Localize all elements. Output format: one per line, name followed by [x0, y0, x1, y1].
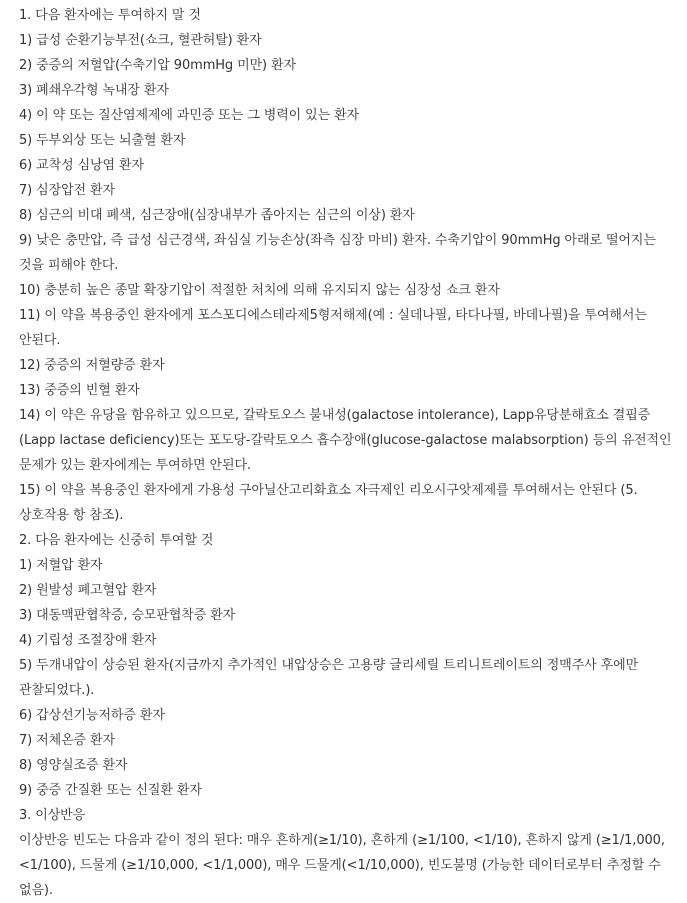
contraindication-item-11: 11) 이 약을 복용중인 환자에게 포스포디에스테라제5형저해제(예 : 실데나필, 타다나필, 바데나필)을 투여해서는 안된다.	[19, 308, 647, 348]
contraindication-item-9: 9) 낮은 충만압, 즉 급성 심근경색, 좌심실 기능손상(좌측 심장 마비) 환자. 수축기압이 90mmHg 아래로 떨어지는 것을 피해야 한다.	[19, 233, 656, 273]
contraindication-item-15: 15) 이 약을 복용중인 환자에게 가용성 구아닐산고리화효소 자극제인 리오시구앗제제를 투여해서는 안된다 (5. 상호작용 항 참조).	[19, 483, 638, 523]
contraindication-item-13: 13) 중증의 빈혈 환자	[19, 383, 140, 398]
caution-item-5: 5) 두개내압이 상승된 환자(지금까지 추가적인 내압상승은 고용량 글리세릴 트리니트레이트의 정맥주사 후에만 관찰되었다.).	[19, 658, 639, 698]
caution-item-8: 8) 영양실조증 환자	[19, 758, 128, 773]
caution-item-2: 2) 원발성 폐고혈압 환자	[19, 583, 157, 598]
contraindication-item-7: 7) 심장압전 환자	[19, 183, 115, 198]
section-1-heading: 1. 다음 환자에는 투여하지 말 것	[19, 8, 201, 23]
section-2-heading: 2. 다음 환자에는 신중히 투여할 것	[19, 533, 214, 548]
adverse-reaction-frequency-paragraph: 이상반응 빈도는 다음과 같이 정의 된다: 매우 흔하게(≥1/10), 흔하게 (≥1/100, <1/10), 흔하지 않게 (≥1/1,000, <1/100), 드물게 (≥1/10,000, <1/1,000), 매우 드물게(<1/10,000), 빈도불명 (가능한 데이터로부터 추정할 수 없음).	[19, 833, 665, 898]
contraindication-item-4: 4) 이 약 또는 질산염제제에 과민증 또는 그 병력이 있는 환자	[19, 108, 360, 123]
contraindication-item-10: 10) 충분히 높은 종말 확장기압이 적절한 처치에 의해 유지되지 않는 심장성 쇼크 환자	[19, 283, 500, 298]
contraindication-item-14: 14) 이 약은 유당을 함유하고 있으므로, 갈락토오스 불내성(galactose intolerance), Lapp유당분해효소 결핍증(Lapp lactase deficiency)또는 포도당-갈락토오스 흡수장애(glucose-galactose malabsorption) 등의 유전적인 문제가 있는 환자에게는 투여하면 안된다.	[19, 408, 672, 473]
caution-item-6: 6) 갑상선기능저하증 환자	[19, 708, 165, 723]
contraindication-item-3: 3) 폐쇄우각형 녹내장 환자	[19, 83, 169, 98]
caution-item-4: 4) 기립성 조절장애 환자	[19, 633, 157, 648]
section-3-heading: 3. 이상반응	[19, 808, 86, 823]
caution-item-9: 9) 중증 간질환 또는 신질환 환자	[19, 783, 202, 798]
contraindication-item-1: 1) 급성 순환기능부전(쇼크, 혈관허탈) 환자	[19, 33, 262, 48]
caution-item-7: 7) 저체온증 환자	[19, 733, 115, 748]
contraindication-item-8: 8) 심근의 비대 폐색, 심근장애(심장내부가 좁아지는 심근의 이상) 환자	[19, 208, 415, 223]
contraindication-item-12: 12) 중증의 저혈량증 환자	[19, 358, 165, 373]
caution-item-3: 3) 대동맥판협착증, 승모판협착증 환자	[19, 608, 236, 623]
caution-item-1: 1) 저혈압 환자	[19, 558, 103, 573]
contraindication-item-6: 6) 교착성 심낭염 환자	[19, 158, 144, 173]
contraindication-item-2: 2) 중증의 저혈압(수축기압 90mmHg 미만) 환자	[19, 58, 296, 73]
contraindication-item-5: 5) 두부외상 또는 뇌출혈 환자	[19, 133, 186, 148]
